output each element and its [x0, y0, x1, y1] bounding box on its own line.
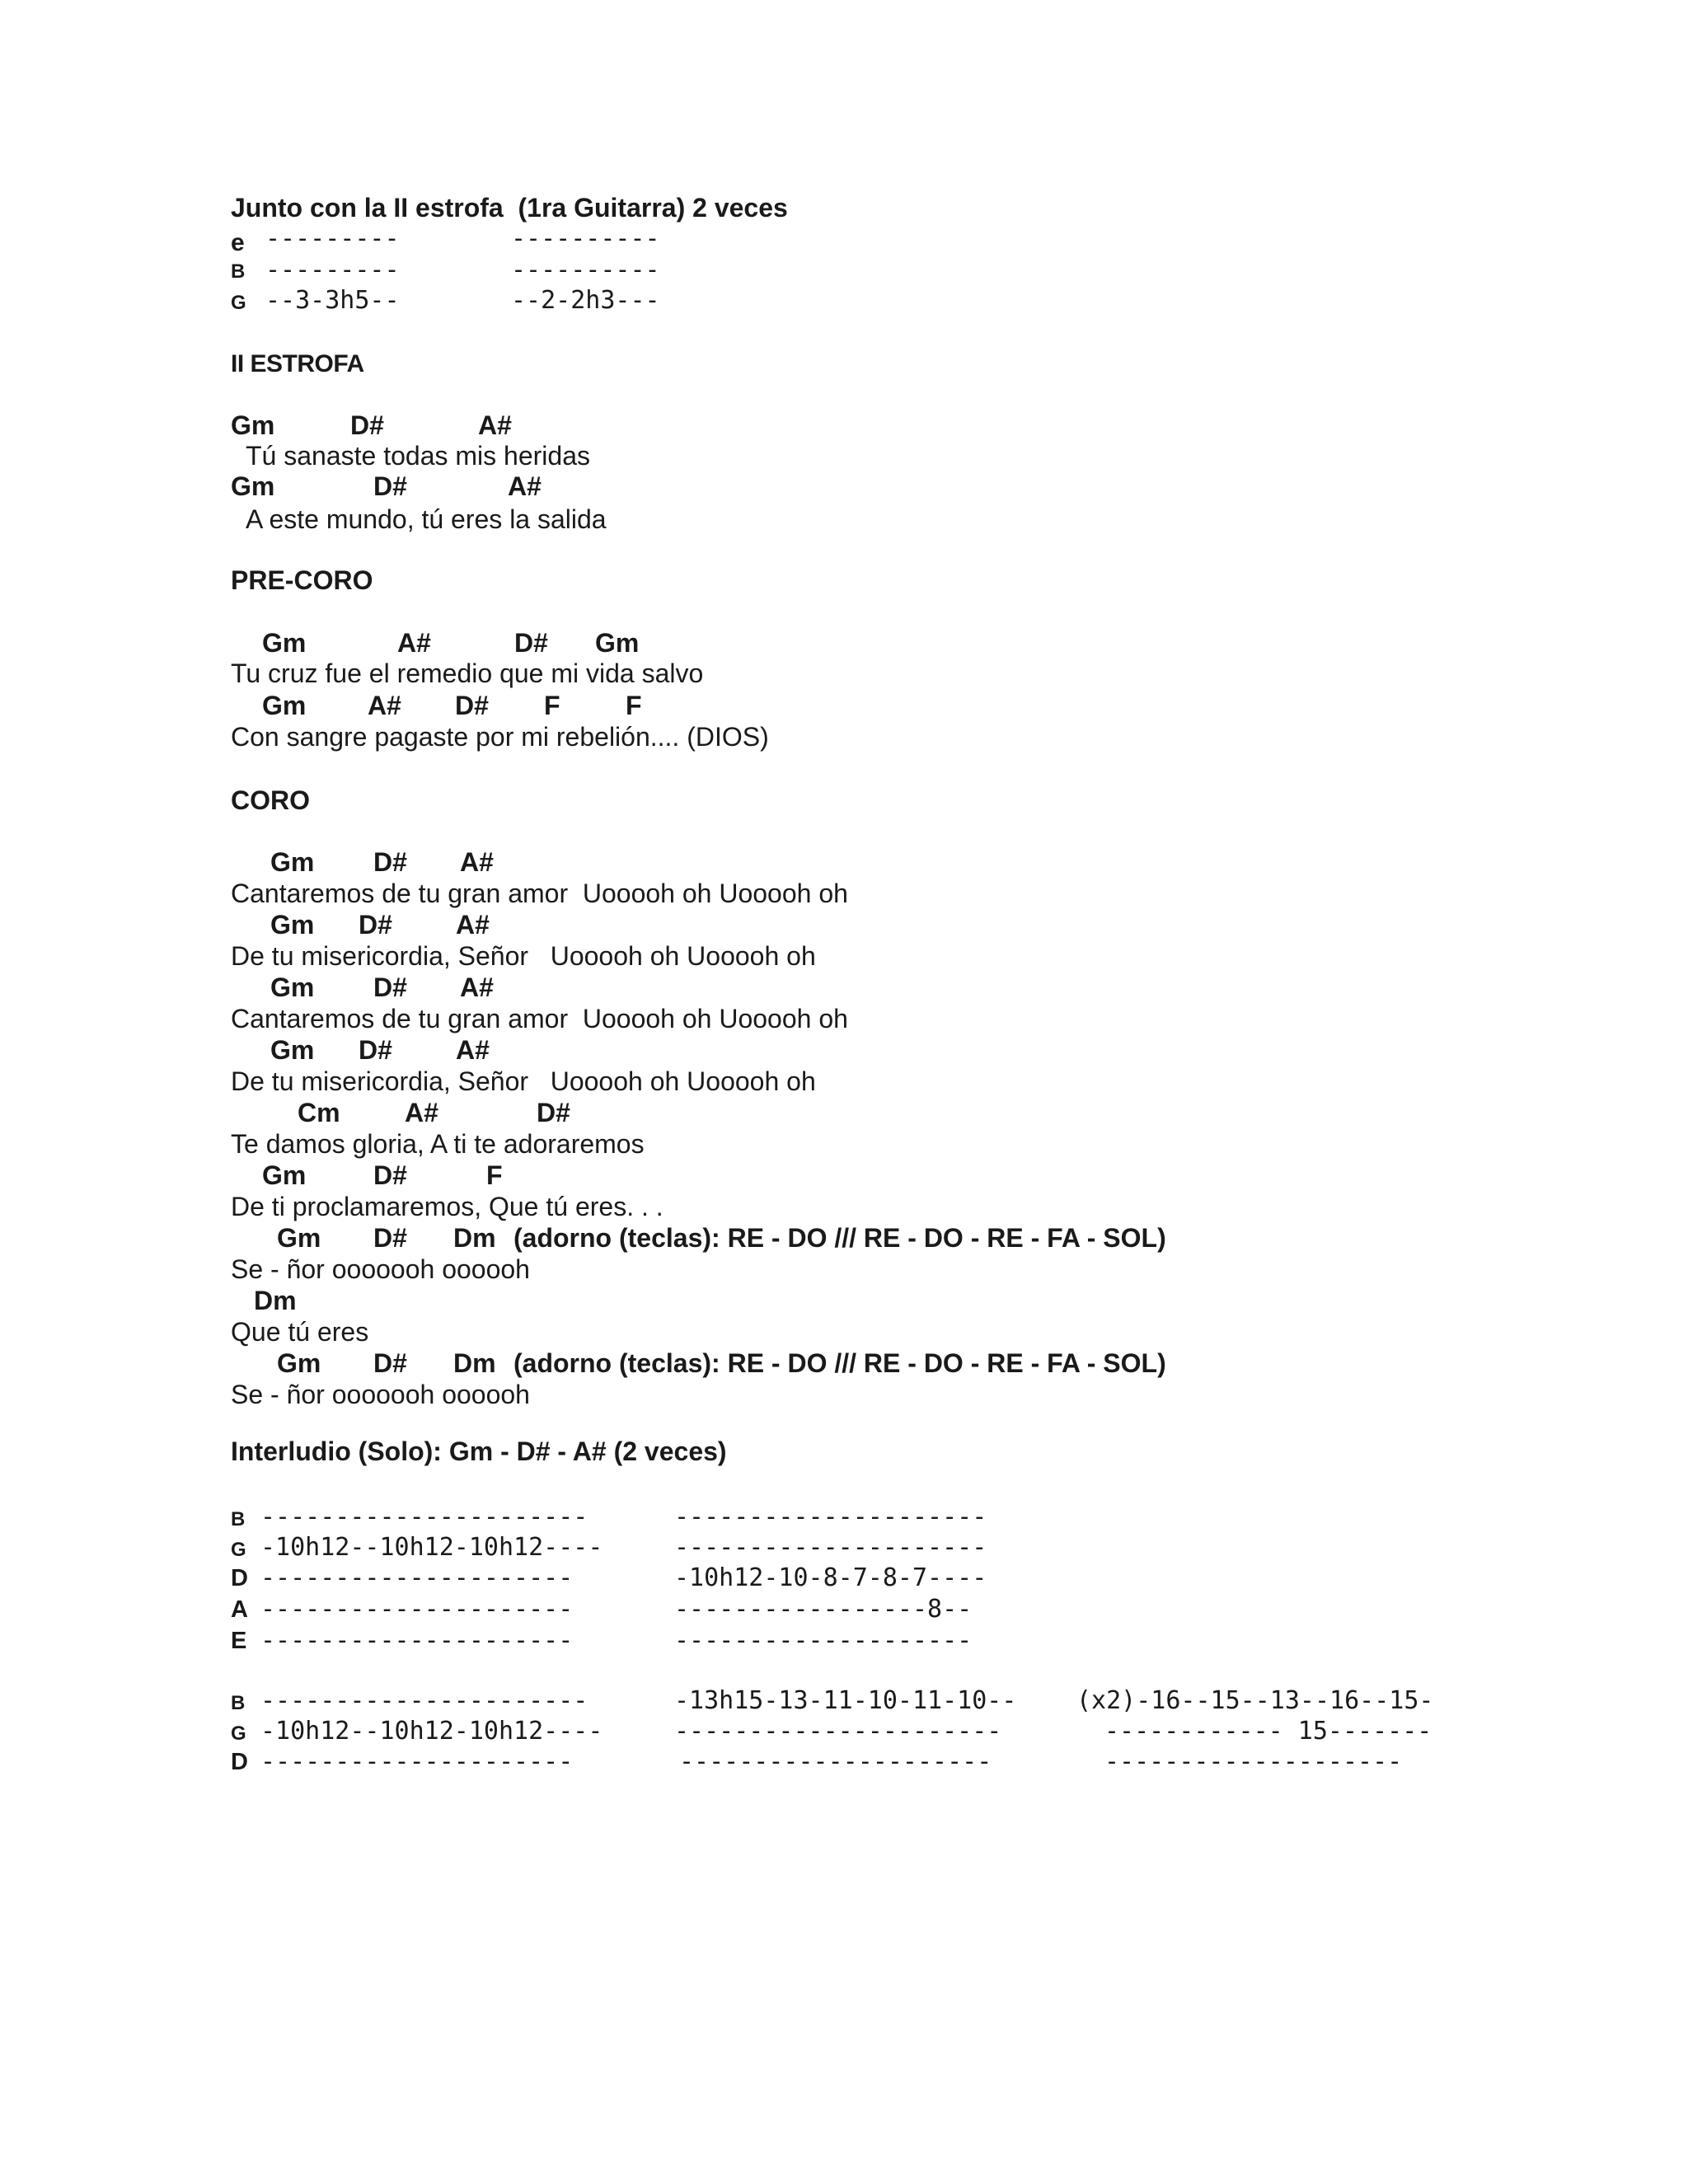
tab-line: --------------------- — [260, 1595, 574, 1624]
chord: F — [544, 691, 560, 720]
chord: D# — [514, 628, 548, 658]
lyric-line: De tu misericordia, Señor Uooooh oh Uooooh oh — [231, 1066, 816, 1096]
section-heading-interludio: Interludio (Solo): Gm - D# - A# (2 veces) — [231, 1436, 727, 1466]
tab-string-label: e — [231, 229, 245, 256]
chord: A# — [478, 410, 512, 440]
chord: D# — [455, 691, 489, 720]
chord: Gm — [262, 628, 307, 658]
lyric-line: Se - ñor ooooooh oooooh — [231, 1380, 530, 1409]
tab-string-label: D — [231, 1565, 248, 1591]
tab-line: ---------- — [511, 255, 660, 284]
chord: Gm — [231, 471, 275, 501]
tab-line: ---------------------- — [260, 1686, 588, 1715]
tab-string-label: D — [231, 1749, 248, 1775]
tab-line: --------------------- — [674, 1533, 987, 1562]
tab-line: -------------------- — [1104, 1747, 1403, 1776]
chord: Gm — [270, 1035, 315, 1065]
lyric-line: Tu cruz fue el remedio que mi vida salvo — [231, 658, 704, 688]
tab-string-label: A — [231, 1596, 248, 1623]
tab-line: -----------------8-- — [674, 1595, 973, 1624]
chord: A# — [508, 471, 542, 501]
tab-line: --------------------- — [260, 1563, 574, 1592]
chord: Dm — [254, 1286, 297, 1315]
lyric-line: A este mundo, tú eres la salida — [246, 504, 607, 534]
tab-line: --------------------- — [679, 1747, 992, 1776]
tab-line: -------------------- — [674, 1626, 973, 1655]
chord: D# — [373, 1223, 407, 1253]
chord: A# — [368, 691, 401, 720]
chord: Gm — [277, 1348, 321, 1378]
chord: D# — [537, 1098, 570, 1127]
chord: D# — [373, 972, 407, 1002]
tab-line: -10h12--10h12-10h12---- — [260, 1717, 603, 1746]
chord: Gm — [262, 691, 307, 720]
chord: D# — [350, 410, 384, 440]
section-heading-estrofa: II ESTROFA — [231, 350, 364, 377]
lyric-line: Con sangre pagaste por mi rebelión.... (DIOS) — [231, 722, 769, 752]
adorno-note: (adorno (teclas): RE - DO /// RE - DO - RE - FA - SOL) — [513, 1348, 1166, 1378]
chord: Gm — [262, 1160, 307, 1190]
chord: A# — [397, 628, 431, 658]
tab-string-label: E — [231, 1628, 247, 1654]
tab-line: --------- — [265, 255, 400, 284]
chord: D# — [373, 471, 407, 501]
tab-line: --2-2h3--- — [511, 286, 660, 315]
chord: D# — [373, 1160, 407, 1190]
tab-string-label: B — [231, 260, 246, 283]
tab-line: --------------------- — [260, 1747, 574, 1776]
chord: Gm — [231, 410, 275, 440]
tab-string-label: B — [231, 1508, 246, 1530]
tab-line: (x2)-16--15--13--16--15- — [1076, 1686, 1434, 1715]
lyric-line: Cantaremos de tu gran amor Uooooh oh Uooooh oh — [231, 1004, 848, 1033]
chord: Gm — [270, 910, 315, 940]
tab-line: -10h12-10-8-7-8-7---- — [674, 1563, 987, 1592]
tab-line: --------- — [265, 224, 400, 253]
chord: A# — [456, 910, 490, 940]
chord: Gm — [595, 628, 640, 658]
chord: A# — [456, 1035, 490, 1065]
chord: D# — [359, 1035, 392, 1065]
lyric-line: Que tú eres — [231, 1317, 369, 1347]
tab-line: --------------------- — [674, 1502, 987, 1531]
chord: Gm — [270, 972, 315, 1002]
lyric-line: Te damos gloria, A ti te adoraremos — [231, 1129, 645, 1159]
chord: A# — [460, 847, 494, 877]
section-heading-precoro: PRE-CORO — [231, 565, 373, 595]
chord: Dm — [453, 1223, 496, 1253]
lyric-line: De ti proclamaremos, Que tú eres. . . — [231, 1192, 663, 1221]
lyric-line: Cantaremos de tu gran amor Uooooh oh Uooooh oh — [231, 879, 848, 908]
tab-line: --------------------- — [260, 1626, 574, 1655]
tab-string-label: G — [231, 1539, 246, 1561]
chord: A# — [405, 1098, 438, 1127]
chord: F — [486, 1160, 503, 1190]
chord: Gm — [277, 1223, 321, 1253]
tab-string-label: G — [231, 1722, 246, 1745]
chord: Cm — [298, 1098, 340, 1127]
tab-string-label: G — [231, 292, 246, 314]
tab-string-label: B — [231, 1692, 246, 1714]
chord: A# — [460, 972, 494, 1002]
chord: Dm — [453, 1348, 496, 1378]
tab-line: ---------------------- — [674, 1717, 1002, 1746]
lyric-line: De tu misericordia, Señor Uooooh oh Uooooh oh — [231, 941, 816, 971]
lyric-line: Tú sanaste todas mis heridas — [246, 441, 590, 471]
chord: D# — [373, 1348, 407, 1378]
chord: Gm — [270, 847, 315, 877]
tab-line: -10h12--10h12-10h12---- — [260, 1533, 603, 1562]
section-heading-coro: CORO — [231, 785, 310, 815]
intro-heading: Junto con la II estrofa (1ra Guitarra) 2 veces — [231, 193, 788, 223]
lyric-line: Se - ñor ooooooh oooooh — [231, 1254, 530, 1284]
tab-line: --3-3h5-- — [265, 286, 400, 315]
chord: F — [626, 691, 642, 720]
tab-line: ---------- — [511, 224, 660, 253]
tab-line: ---------------------- — [260, 1502, 588, 1531]
chord: D# — [373, 847, 407, 877]
tab-line: ------------ 15------- — [1104, 1717, 1432, 1746]
adorno-note: (adorno (teclas): RE - DO /// RE - DO - RE - FA - SOL) — [513, 1223, 1166, 1253]
tab-line: -13h15-13-11-10-11-10-- — [674, 1686, 1017, 1715]
chord: D# — [359, 910, 392, 940]
